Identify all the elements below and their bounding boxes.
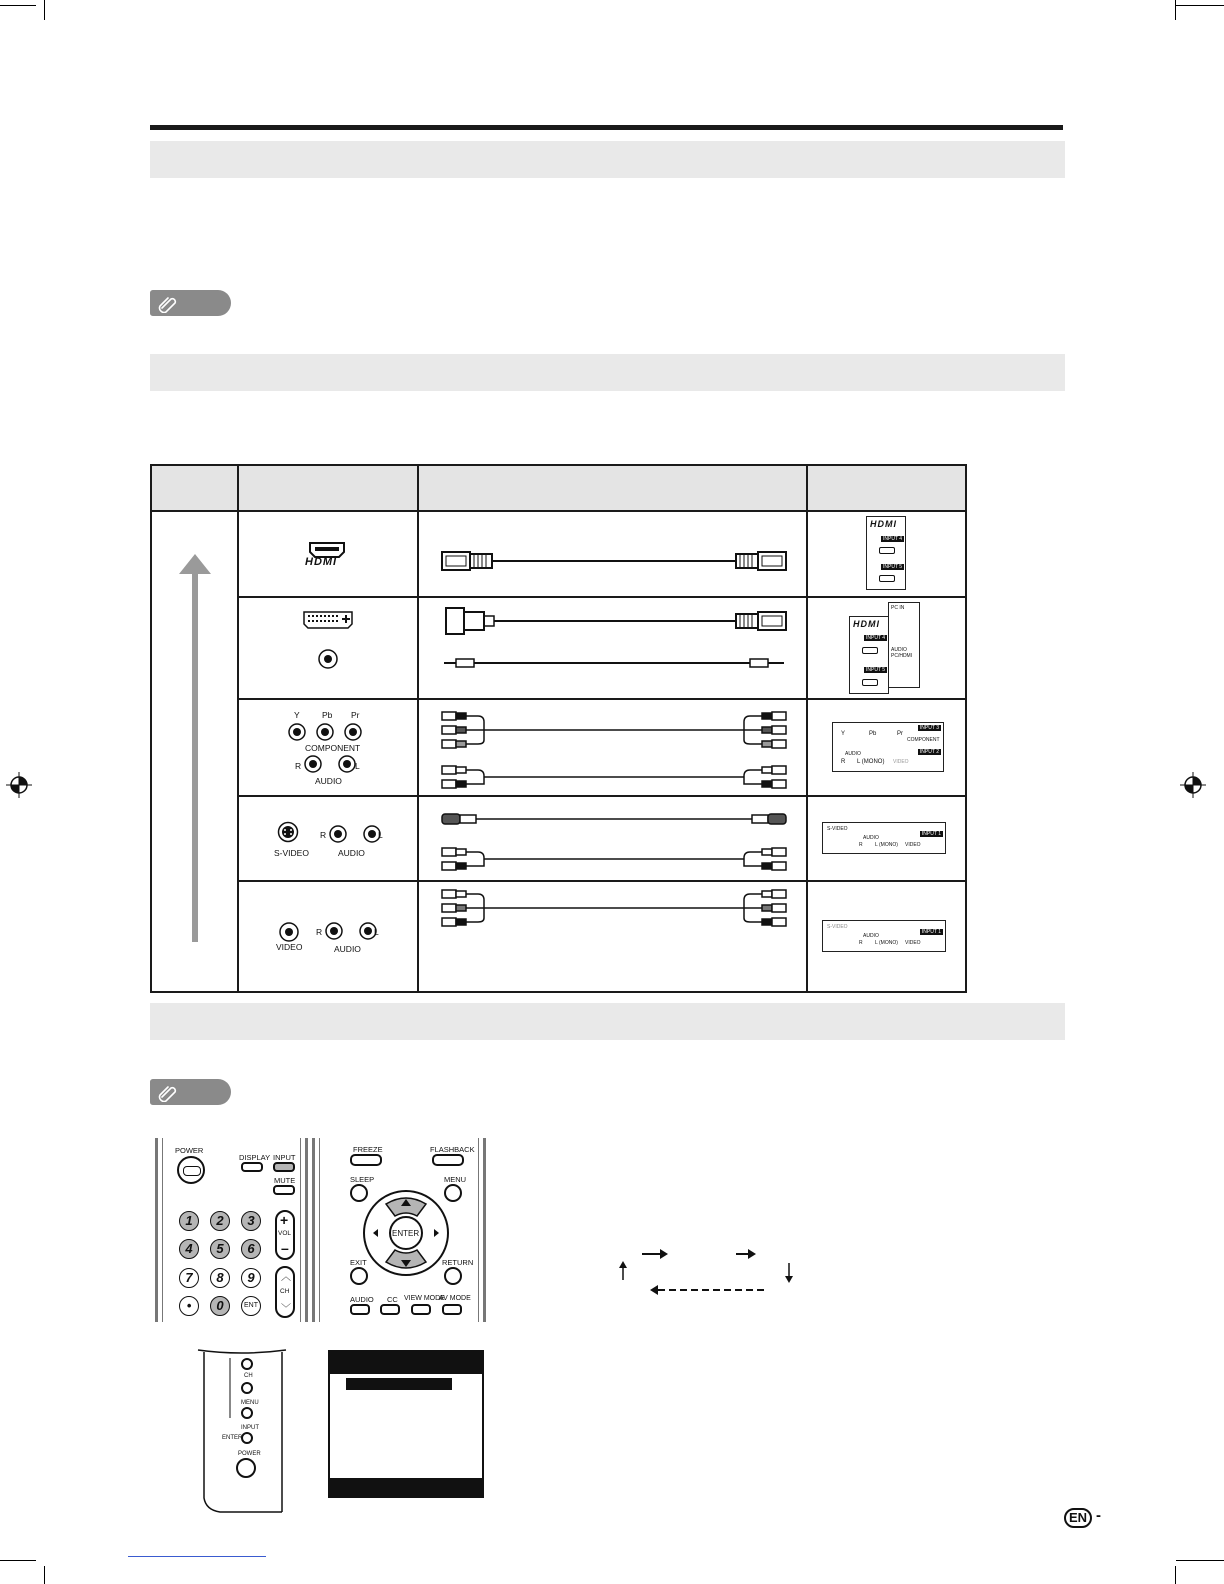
- digit-4-button[interactable]: 4: [179, 1239, 199, 1259]
- panel-label: L (MONO): [857, 759, 885, 765]
- crop-mark: [0, 5, 36, 6]
- tv-svideo-panel: [822, 822, 946, 854]
- digit-7-button[interactable]: 7: [179, 1268, 199, 1288]
- return-label: RETURN: [442, 1258, 474, 1267]
- cc-button[interactable]: [380, 1304, 400, 1315]
- remote-edge: [162, 1138, 163, 1322]
- language-badge: EN: [1064, 1508, 1092, 1528]
- menu-footer-bar: [330, 1478, 482, 1496]
- dvi-connector-icon: [302, 610, 354, 630]
- panel-label: L (MONO): [875, 940, 898, 946]
- input-menu-screen: [328, 1350, 484, 1498]
- remote-edge: [305, 1138, 308, 1322]
- tv-hdmi-panel: [866, 516, 906, 590]
- flashback-button[interactable]: [432, 1154, 464, 1166]
- port-tag: INPUT 1: [921, 831, 941, 837]
- crop-mark: [44, 1566, 45, 1584]
- freeze-label: FREEZE: [353, 1145, 383, 1154]
- tv-pc-panel: [888, 602, 920, 688]
- side-input-label: INPUT: [241, 1425, 259, 1431]
- registration-mark-icon: [1180, 772, 1206, 798]
- connection-table: [150, 464, 967, 993]
- ch-up-button[interactable]: [241, 1358, 253, 1370]
- display-button[interactable]: [241, 1162, 263, 1172]
- digit-9-button[interactable]: 9: [241, 1268, 261, 1288]
- port-tag: INPUT 3: [919, 725, 939, 731]
- crop-mark: [0, 1560, 36, 1561]
- port-tag: INPUT 4: [866, 635, 886, 641]
- port-tag: INPUT 1: [921, 929, 941, 935]
- av-mode-button[interactable]: [442, 1304, 462, 1315]
- jack-group-label: AUDIO: [334, 944, 361, 954]
- freeze-button[interactable]: [350, 1154, 382, 1166]
- jack-label: R: [316, 927, 323, 937]
- panel-label: S-VIDEO: [827, 826, 848, 832]
- section-band: [150, 1003, 1065, 1040]
- panel-label: R: [859, 940, 863, 946]
- crop-mark: [44, 0, 45, 20]
- video-jack-icon: [278, 921, 300, 943]
- remote-edge: [155, 1138, 158, 1322]
- jack-label: L: [378, 830, 383, 840]
- panel-label: Pr: [897, 731, 903, 737]
- hdmi-port-icon: [879, 575, 895, 582]
- hdmi-logo: HDMI: [870, 519, 897, 529]
- port-tag: INPUT 4: [883, 536, 903, 542]
- paperclip-icon: [156, 293, 180, 313]
- hdmi-logo: HDMI: [305, 556, 338, 568]
- crop-mark: [1176, 1560, 1224, 1561]
- exit-button[interactable]: [350, 1267, 368, 1285]
- panel-label: Pb: [869, 731, 877, 737]
- panel-label: AUDIO: [863, 835, 879, 841]
- remote-control-right: [312, 1138, 486, 1322]
- input-cycle-diagram: [612, 1246, 802, 1298]
- paperclip-icon: [156, 1082, 180, 1102]
- digit-1-button[interactable]: 1: [179, 1211, 199, 1231]
- component-cable-icon: [440, 710, 788, 794]
- volume-rocker[interactable]: [275, 1210, 295, 1260]
- footer-link-line: [128, 1556, 266, 1557]
- power-side-button[interactable]: [236, 1458, 256, 1478]
- composite-cable-icon: [440, 888, 788, 930]
- mute-label: MUTE: [274, 1176, 296, 1185]
- digit-3-button[interactable]: 3: [241, 1211, 261, 1231]
- digit-6-button[interactable]: 6: [241, 1239, 261, 1259]
- port-tag: PC IN: [891, 605, 905, 611]
- panel-label: R: [841, 759, 846, 765]
- channel-down-icon: ﹀: [281, 1304, 291, 1315]
- note-tag: [150, 290, 231, 316]
- dvi-hdmi-cable-icon: [440, 606, 788, 676]
- jack-group-label: COMPONENT: [305, 743, 361, 753]
- audio-jacks-icon: [303, 754, 359, 774]
- crop-mark: [1175, 0, 1176, 20]
- mute-button[interactable]: [273, 1185, 295, 1195]
- jack-label: Pb: [322, 710, 333, 720]
- ch-down-button[interactable]: [241, 1382, 253, 1394]
- panel-label: S-VIDEO: [827, 924, 848, 930]
- crop-mark: [1176, 5, 1224, 6]
- column-divider: [237, 466, 239, 991]
- jack-group-label: AUDIO: [338, 848, 365, 858]
- section-band: [150, 354, 1065, 391]
- volume-down-icon: –: [281, 1240, 289, 1256]
- column-divider: [806, 466, 808, 991]
- row-divider: [237, 698, 967, 700]
- port-tag: INPUT 5: [866, 667, 886, 673]
- tv-hdmi-panel: [849, 616, 889, 694]
- jack-label: R: [295, 761, 302, 771]
- hdmi-cable-icon: [440, 546, 788, 576]
- audio-jacks-icon: [328, 824, 384, 844]
- enter-label: ENTER: [392, 1229, 420, 1238]
- display-label: DISPLAY: [239, 1153, 271, 1162]
- row-divider: [237, 596, 967, 598]
- tv-side-outline: [196, 1348, 288, 1514]
- ent-button[interactable]: [241, 1296, 261, 1316]
- component-jacks-icon: [287, 722, 367, 742]
- tv-side-panel: [196, 1348, 288, 1514]
- input-button[interactable]: [273, 1162, 295, 1172]
- side-ch-label: CH: [244, 1373, 253, 1379]
- remote-edge: [478, 1138, 479, 1322]
- ch-label: CH: [280, 1288, 290, 1295]
- channel-up-icon: ︿: [281, 1272, 291, 1283]
- power-button-inner: [183, 1166, 201, 1176]
- menu-selected-item[interactable]: [346, 1378, 452, 1390]
- row-divider: [237, 880, 967, 882]
- jack-label: Pr: [351, 710, 360, 720]
- jack-label: L: [374, 927, 379, 937]
- remote-edge: [312, 1138, 315, 1322]
- return-button[interactable]: [444, 1267, 462, 1285]
- section-band: [150, 141, 1065, 178]
- panel-label: R: [859, 842, 863, 848]
- vol-label: VOL: [278, 1230, 292, 1237]
- view-mode-button[interactable]: [411, 1304, 431, 1315]
- volume-up-icon: +: [280, 1212, 289, 1228]
- hdmi-port-icon: [879, 547, 895, 554]
- table-header: [152, 466, 965, 512]
- ent-label: ENT: [244, 1302, 258, 1309]
- sleep-label: SLEEP: [350, 1175, 375, 1184]
- remote-control-left: [155, 1138, 308, 1322]
- remote-edge: [483, 1138, 486, 1322]
- tv-composite-panel: [822, 920, 946, 952]
- page-dash: -: [1096, 1507, 1101, 1524]
- s-video-cable-icon: [440, 810, 788, 876]
- power-label: POWER: [175, 1146, 204, 1155]
- side-power-label: POWER: [238, 1451, 261, 1457]
- menu-label: MENU: [444, 1175, 467, 1184]
- audio-jacks-icon: [324, 921, 380, 941]
- audio-label: AUDIO PC/HDMI: [891, 647, 913, 659]
- hdmi-port-icon: [862, 679, 878, 686]
- port-tag: INPUT 5: [883, 564, 903, 570]
- audio-label: AUDIO: [350, 1295, 374, 1304]
- panel-label: VIDEO: [893, 759, 909, 765]
- jack-label: R: [320, 830, 327, 840]
- jack-label: Y: [294, 710, 300, 720]
- audio-button[interactable]: [350, 1304, 370, 1315]
- crop-mark: [1175, 1566, 1176, 1584]
- digit-0-button[interactable]: 0: [210, 1296, 230, 1316]
- input-side-button[interactable]: [241, 1432, 253, 1444]
- hdmi-port-icon: [862, 647, 878, 654]
- panel-label: AUDIO: [863, 933, 879, 939]
- panel-label: COMPONENT: [907, 737, 940, 743]
- power-button[interactable]: [177, 1156, 205, 1184]
- dot-button[interactable]: •: [179, 1296, 199, 1316]
- menu-title-bar: [330, 1352, 482, 1374]
- panel-label: VIDEO: [905, 842, 921, 848]
- tv-component-panel: [832, 722, 944, 772]
- jack-group-label: AUDIO: [315, 776, 342, 786]
- audio-jack-icon: [317, 648, 339, 670]
- digit-5-button[interactable]: 5: [210, 1239, 230, 1259]
- input-label: INPUT: [273, 1153, 296, 1162]
- side-menu-label: MENU: [241, 1400, 259, 1406]
- menu-side-button[interactable]: [241, 1407, 253, 1419]
- panel-label: AUDIO: [845, 751, 861, 757]
- digit-8-button[interactable]: 8: [210, 1268, 230, 1288]
- panel-label: VIDEO: [905, 940, 921, 946]
- quality-arrow-icon: [177, 554, 213, 944]
- jack-group-label: VIDEO: [276, 942, 303, 952]
- note-tag: [150, 1079, 231, 1105]
- cc-label: CC: [387, 1295, 398, 1304]
- side-enter-label: ENTER: [222, 1435, 243, 1441]
- registration-mark-icon: [6, 772, 32, 798]
- row-divider: [237, 795, 967, 797]
- hdmi-connector-icon: [302, 542, 352, 572]
- heading-rule: [150, 125, 1063, 130]
- panel-label: L (MONO): [875, 842, 898, 848]
- jack-group-label: S-VIDEO: [274, 848, 309, 858]
- av-mode-label: AV MODE: [439, 1295, 471, 1302]
- remote-edge: [319, 1138, 320, 1322]
- port-tag: INPUT 2: [919, 749, 939, 755]
- remote-edge: [300, 1138, 301, 1322]
- s-video-jack-icon: [277, 821, 299, 843]
- exit-label: EXIT: [350, 1258, 367, 1267]
- flashback-label: FLASHBACK: [430, 1145, 475, 1154]
- channel-rocker[interactable]: [275, 1266, 295, 1318]
- digit-2-button[interactable]: 2: [210, 1211, 230, 1231]
- panel-label: Y: [841, 731, 846, 737]
- hdmi-logo: HDMI: [853, 619, 880, 629]
- view-mode-label: VIEW MODE: [404, 1295, 445, 1302]
- jack-label: L: [355, 761, 360, 771]
- column-divider: [417, 466, 419, 991]
